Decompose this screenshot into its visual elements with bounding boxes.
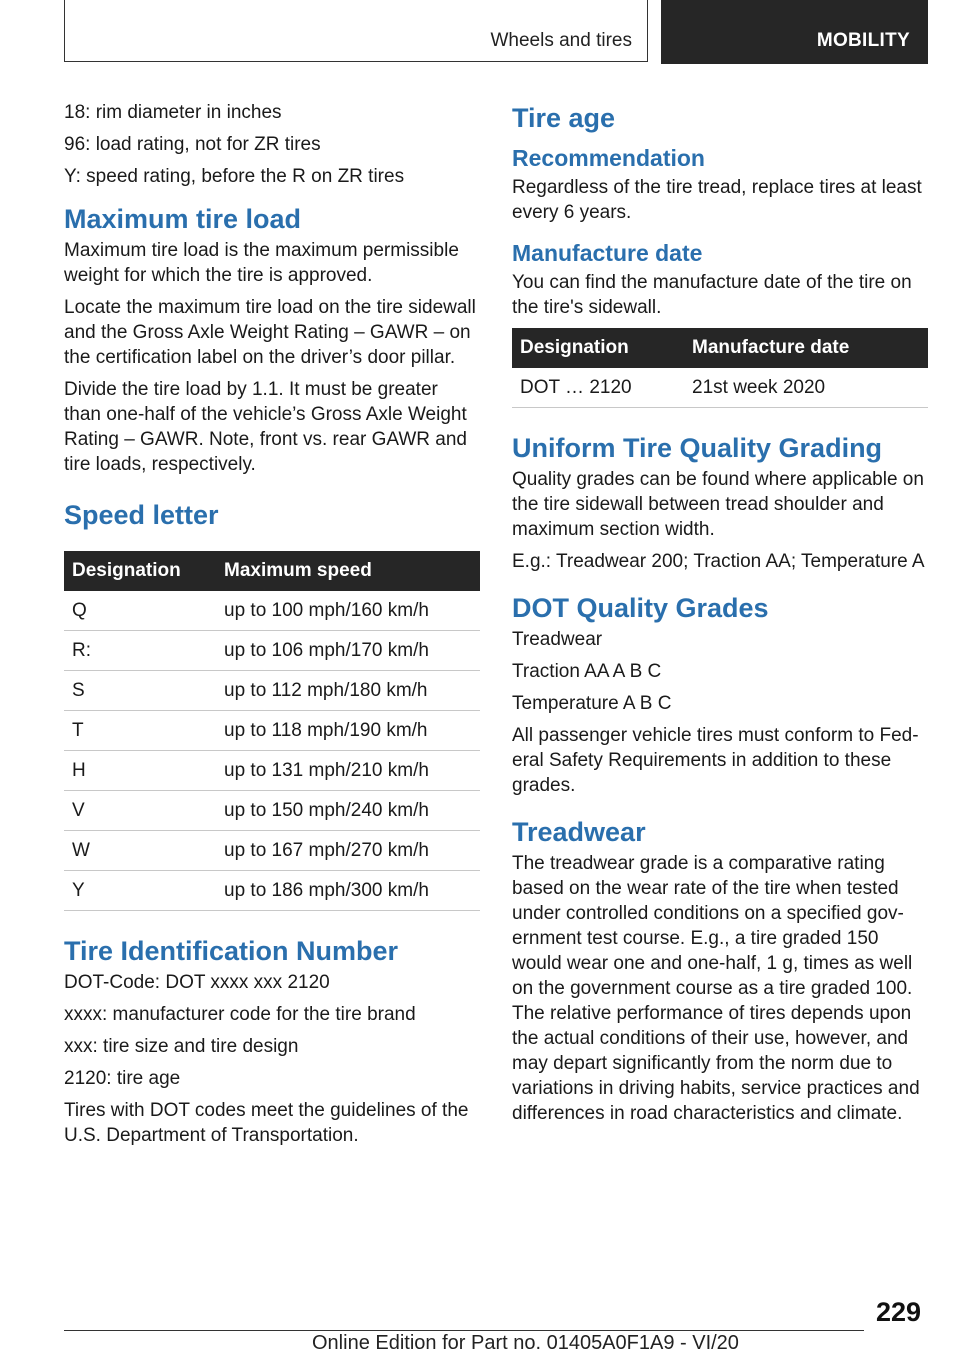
paragraph: Regardless of the tire tread, replace tires at least every 6 years.: [512, 177, 922, 223]
cell-speed: up to 118 mph/190 km/h: [216, 711, 480, 751]
cell-designation: V: [64, 791, 216, 831]
cell-speed: up to 186 mph/300 km/h: [216, 871, 480, 911]
page-number: 229: [876, 1297, 922, 1327]
table-row: [64, 831, 480, 871]
treadwear-heading: Treadwear: [512, 817, 646, 847]
table-row: [64, 751, 480, 791]
right-column: [512, 100, 928, 1133]
manufacture-date-table: [512, 328, 928, 408]
paragraph: xxx: tire size and tire design: [64, 1036, 299, 1057]
table-row: [64, 591, 480, 631]
paragraph: Temperature A B C: [512, 693, 672, 714]
cell-speed: up to 100 mph/160 km/h: [216, 591, 480, 631]
cell-speed: up to 106 mph/170 km/h: [216, 631, 480, 671]
cell-date: 21st week 2020: [684, 368, 928, 408]
paragraph: Divide the tire load by 1.1. It must be greater than one-half of the vehicle’s Gross Axle Weight Rating – GAWR. Note, front vs. rear GAWR and tire loads, respectively.: [64, 379, 467, 475]
paragraph: DOT-Code: DOT xxxx xxx 2120: [64, 972, 330, 993]
intro-line: 18: rim diameter in inches: [64, 102, 282, 123]
column-header: Maximum speed: [216, 551, 480, 591]
paragraph: Maximum tire load is the maximum permissible weight for which the tire is approved.: [64, 240, 459, 286]
page-header: [64, 0, 928, 64]
cell-designation: T: [64, 711, 216, 751]
paragraph: 2120: tire age: [64, 1068, 181, 1089]
tire-identification-heading: Tire Identification Number: [64, 936, 399, 966]
recommendation-heading: Recommendation: [512, 145, 705, 171]
cell-designation: R:: [64, 631, 216, 671]
paragraph: Quality grades can be found where applicable on the tire sidewall between tread shoulder and maximum section width.: [512, 469, 924, 540]
paragraph: Tires with DOT codes meet the guidelines of the U.S. Department of Transportation.: [64, 1100, 469, 1146]
table-header-row: [512, 328, 928, 368]
section-title: Wheels and tires: [490, 30, 632, 51]
table-row: [64, 671, 480, 711]
cell-speed: up to 167 mph/270 km/h: [216, 831, 480, 871]
paragraph: xxxx: manufacturer code for the tire brand: [64, 1004, 416, 1025]
paragraph: The treadwear grade is a comparative rating based on the wear rate of the tire when tested under controlled conditions on a specified government test course. E.g., a tire graded 150 would wear one and one-half, 1 g, times as well on the government course as a tire graded 100. The relative performance of tires depends upon the actual conditions of their use, however, and may depart significantly from the norm due to variations in driving habits, service practices and differences in road characteristics and climate.: [512, 853, 920, 1124]
tire-age-heading: Tire age: [512, 103, 616, 133]
dot-quality-grades-heading: DOT Quality Grades: [512, 593, 769, 623]
cell-speed: up to 131 mph/210 km/h: [216, 751, 480, 791]
column-header: Manufacture date: [684, 328, 928, 368]
section-header-box: [64, 0, 648, 62]
paragraph: Locate the maximum tire load on the tire sidewall and the Gross Axle Weight Rating – GAWR – on the certification label on the driver’s door pillar.: [64, 297, 476, 368]
footer-divider: [64, 1330, 864, 1331]
max-tire-load-heading: Maximum tire load: [64, 204, 302, 234]
intro-line: 96: load rating, not for ZR tires: [64, 134, 321, 155]
table-header-row: [64, 551, 480, 591]
utqg-heading: Uniform Tire Quality Grading: [512, 433, 883, 463]
cell-speed: up to 112 mph/180 km/h: [216, 671, 480, 711]
intro-line: Y: speed rating, before the R on ZR tires: [64, 166, 405, 187]
table-row: [64, 871, 480, 911]
speed-letter-table: [64, 551, 480, 911]
cell-designation: Q: [64, 591, 216, 631]
table-row: [64, 791, 480, 831]
paragraph: Traction AA A B C: [512, 661, 662, 682]
table-row: [64, 631, 480, 671]
paragraph: E.g.: Treadwear 200; Traction AA; Temperature A: [512, 551, 925, 572]
cell-designation: H: [64, 751, 216, 791]
table-row: [64, 711, 480, 751]
cell-designation: W: [64, 831, 216, 871]
paragraph: All passenger vehicle tires must conform to Federal Safety Requirements in addition to these grades.: [512, 725, 919, 796]
cell-speed: up to 150 mph/240 km/h: [216, 791, 480, 831]
table-row: [512, 368, 928, 408]
chapter-tab[interactable]: [661, 0, 928, 64]
cell-designation: Y: [64, 871, 216, 911]
cell-designation: DOT … 2120: [512, 368, 684, 408]
edition-footer: Online Edition for Part no. 01405A0F1A9 - VI/20: [312, 1332, 739, 1354]
speed-letter-heading: Speed letter: [64, 500, 219, 530]
column-header: Designation: [64, 551, 216, 591]
chapter-title: MOBILITY: [816, 30, 910, 51]
paragraph: Treadwear: [512, 629, 603, 650]
column-header: Designation: [512, 328, 684, 368]
cell-designation: S: [64, 671, 216, 711]
left-column: [64, 100, 480, 1155]
paragraph: You can find the manufacture date of the tire on the tire's sidewall.: [512, 272, 912, 318]
manufacture-date-heading: Manufacture date: [512, 240, 703, 266]
